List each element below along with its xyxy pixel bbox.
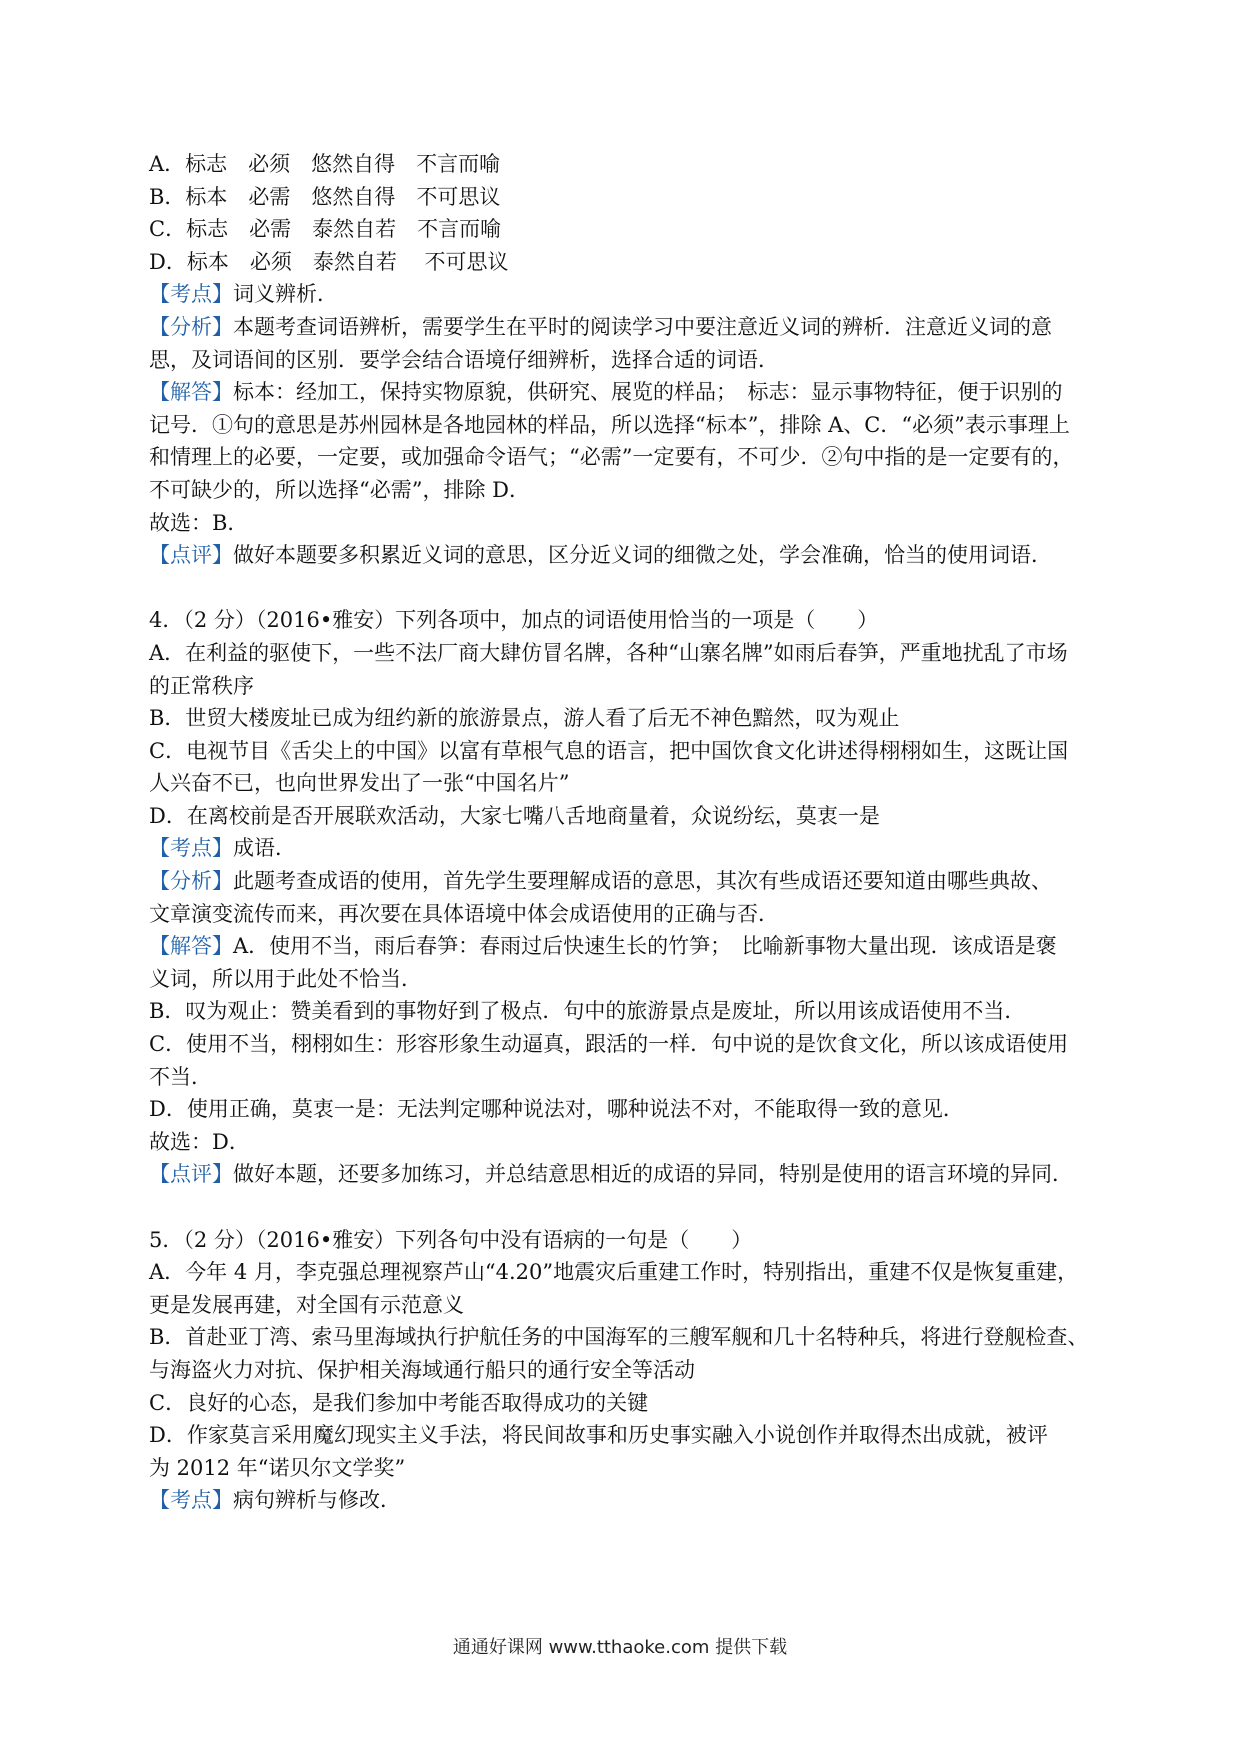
page-footer: 通通好课网 www.tthaoke.com 提供下载 bbox=[452, 1637, 788, 1658]
dianping-tag: 【点评】 bbox=[149, 1162, 233, 1187]
q3-jieda-line-1 bbox=[149, 376, 1109, 409]
q5-option-d-line-1: D．作家莫言采用魔幻现实主义手法，将民间故事和历史事实融入小说创作并取得杰出成就，被评 bbox=[149, 1423, 1048, 1448]
q4-jieda-line-1 bbox=[149, 930, 1109, 963]
q3-option-b: B．标本 必需 悠然自得 不可思议 bbox=[149, 184, 501, 209]
q4-jieda-text-1: A．使用不当，雨后春笋：春雨过后快速生长的竹笋； 比喻新事物大量出现．该成语是褒 bbox=[233, 934, 1057, 959]
kaodian-tag: 【考点】 bbox=[149, 1488, 233, 1513]
q3-fenxi-line-2: 思，及词语间的区别．要学会结合语境仔细辨析，选择合适的词语． bbox=[149, 347, 779, 372]
q4-option-d: D．在离校前是否开展联欢活动，大家七嘴八舌地商量着，众说纷纭，莫衷一是 bbox=[149, 803, 880, 828]
q3-kaodian bbox=[149, 278, 1109, 311]
dianping-tag: 【点评】 bbox=[149, 543, 233, 568]
spacer bbox=[149, 572, 1109, 605]
fenxi-tag: 【分析】 bbox=[149, 869, 233, 894]
q3-option-d: D．标本 必须 泰然自若 不可思议 bbox=[149, 249, 509, 274]
q3-jieda-line-3: 和情理上的必要，一定要，或加强命令语气；“必需”一定要有，不可少．②句中指的是一定要有的， bbox=[149, 445, 1074, 470]
q4-fenxi-text-1: 此题考查成语的使用，首先学生要理解成语的意思，其次有些成语还要知道由哪些典故、 bbox=[233, 869, 1052, 894]
q4-jieda-line-3: B．叹为观止：赞美看到的事物好到了极点．句中的旅游景点是废址，所以用该成语使用不当． bbox=[149, 999, 1026, 1024]
q4-jieda-line-5: 不当． bbox=[149, 1064, 212, 1089]
jieda-tag: 【解答】 bbox=[149, 380, 233, 405]
q3-jieda-line-2: 记号．①句的意思是苏州园林是各地园林的样品，所以选择“标本”，排除 A、C．“必须”表示事理上 bbox=[149, 412, 1070, 437]
q5-kaodian bbox=[149, 1484, 1109, 1517]
q5-option-a-line-2: 更是发展再建，对全国有示范意义 bbox=[149, 1292, 464, 1317]
q4-fenxi-line-2: 文章演变流传而来，再次要在具体语境中体会成语使用的正确与否． bbox=[149, 901, 779, 926]
q5-stem: 5．（2 分）（2016•雅安）下列各句中没有语病的一句是（ ） bbox=[149, 1227, 753, 1252]
q5-kaodian-text: 病句辨析与修改． bbox=[233, 1488, 401, 1513]
q3-jieda-text-1: 标本：经加工，保持实物原貌，供研究、展览的样品； 标志：显示事物特征，便于识别的 bbox=[233, 380, 1063, 405]
spacer bbox=[149, 1191, 1109, 1224]
kaodian-tag: 【考点】 bbox=[149, 836, 233, 861]
document-body bbox=[149, 148, 1109, 1517]
q3-fenxi-line-1 bbox=[149, 311, 1109, 344]
q4-fenxi-line-1 bbox=[149, 865, 1109, 898]
q5-option-a-line-1: A．今年 4 月，李克强总理视察芦山“4.20”地震灾后重建工作时，特别指出，重建不仅是恢复重建， bbox=[149, 1260, 1079, 1285]
jieda-tag: 【解答】 bbox=[149, 934, 233, 959]
q4-option-a-line-1: A．在利益的驱使下，一些不法厂商大肆仿冒名牌，各种“山寨名牌”如雨后春笋，严重地扰乱了市场 bbox=[149, 640, 1068, 665]
q3-dianping-text: 做好本题要多积累近义词的意思，区分近义词的细微之处，学会准确，恰当的使用词语． bbox=[233, 543, 1052, 568]
q5-option-d-line-2: 为 2012 年“诺贝尔文学奖” bbox=[149, 1455, 406, 1480]
q3-option-c: C．标志 必需 泰然自若 不言而喻 bbox=[149, 217, 502, 242]
q4-stem: 4．（2 分）（2016•雅安）下列各项中，加点的词语使用恰当的一项是（ ） bbox=[149, 608, 879, 633]
q3-answer: 故选：B． bbox=[149, 510, 249, 535]
q4-dianping bbox=[149, 1158, 1109, 1191]
q5-option-b-line-2: 与海盗火力对抗、保护相关海域通行船只的通行安全等活动 bbox=[149, 1357, 695, 1382]
q5-option-c: C．良好的心态，是我们参加中考能否取得成功的关键 bbox=[149, 1390, 649, 1415]
q4-option-a-line-2: 的正常秩序 bbox=[149, 673, 254, 698]
kaodian-tag: 【考点】 bbox=[149, 282, 233, 307]
q4-option-c-line-2: 人兴奋不已，也向世界发出了一张“中国名片” bbox=[149, 771, 570, 796]
q4-kaodian-text: 成语． bbox=[233, 836, 296, 861]
q4-jieda-line-4: C．使用不当，栩栩如生：形容形象生动逼真，跟活的一样．句中说的是饮食文化，所以该成语使用 bbox=[149, 1032, 1069, 1057]
q5-option-b-line-1: B．首赴亚丁湾、索马里海域执行护航任务的中国海军的三艘军舰和几十名特种兵，将进行登舰检查、 bbox=[149, 1325, 1089, 1350]
q3-option-a: A．标志 必须 悠然自得 不言而喻 bbox=[149, 152, 501, 176]
fenxi-tag: 【分析】 bbox=[149, 314, 233, 339]
q4-dianping-text: 做好本题，还要多加练习，并总结意思相近的成语的异同，特别是使用的语言环境的异同． bbox=[233, 1162, 1073, 1187]
q4-option-b: B．世贸大楼废址已成为纽约新的旅游景点，游人看了后无不神色黯然，叹为观止 bbox=[149, 706, 900, 731]
q4-kaodian bbox=[149, 832, 1109, 865]
q3-dianping bbox=[149, 539, 1109, 572]
q4-answer: 故选：D． bbox=[149, 1129, 250, 1154]
q3-jieda-line-4: 不可缺少的，所以选择“必需”，排除 D． bbox=[149, 477, 530, 502]
q3-fenxi-text-1: 本题考查词语辨析，需要学生在平时的阅读学习中要注意近义词的辨析．注意近义词的意 bbox=[233, 314, 1052, 339]
q4-option-c-line-1: C．电视节目《舌尖上的中国》以富有草根气息的语言，把中国饮食文化讲述得栩栩如生，这既让国 bbox=[149, 738, 1069, 763]
q4-jieda-line-6: D．使用正确，莫衷一是：无法判定哪种说法对，哪种说法不对，不能取得一致的意见． bbox=[149, 1097, 964, 1122]
q4-jieda-line-2: 义词，所以用于此处不恰当． bbox=[149, 966, 422, 991]
q3-kaodian-text: 词义辨析． bbox=[233, 282, 338, 307]
